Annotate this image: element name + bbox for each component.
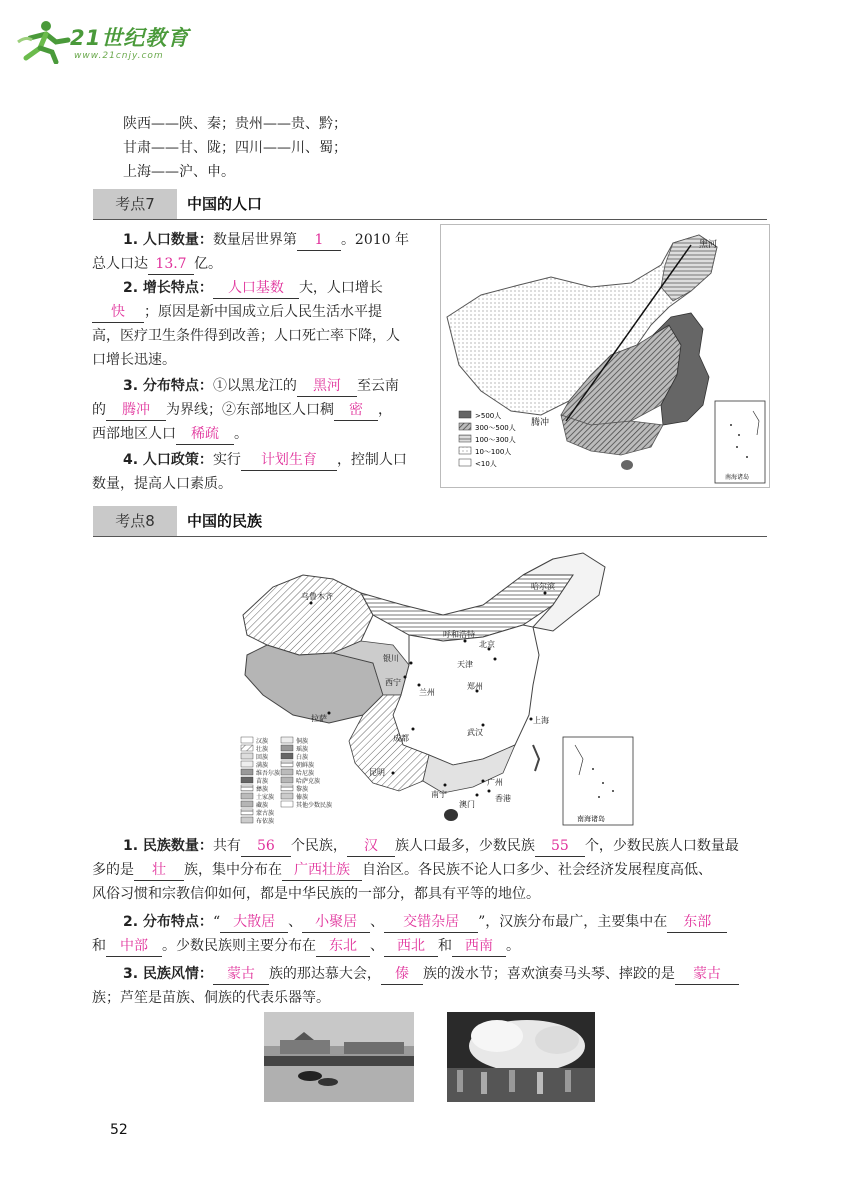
city-label: 昆明 (369, 768, 385, 777)
s7-item3-line1 (123, 374, 399, 398)
city-label: 西宁 (385, 678, 401, 687)
s8-item1-line1 (123, 834, 739, 858)
legend-swatch (241, 761, 253, 767)
text: ；原因是新中国成立后人民生活水平提 (144, 304, 382, 320)
map-label-heihe: 黑河 (699, 240, 718, 250)
text: 自治区。各民族不论人口多少、社会经济发展程度高低、 (362, 862, 712, 878)
answer-blank: 13.7 (148, 254, 194, 275)
s7-item1-line1 (123, 228, 409, 252)
legend-label: 侗族 (296, 738, 309, 745)
answer-blank: 傣 (381, 964, 423, 985)
legend-label: 回族 (256, 754, 269, 761)
legend-label: 黎族 (296, 786, 309, 793)
text: 和 (92, 938, 106, 954)
s8-item3-label: 3. 民族风情： (123, 966, 213, 982)
s7-item1-line2 (92, 252, 222, 276)
s8-item1-label: 1. 民族数量： (123, 838, 213, 854)
text: 总人口达 (92, 256, 148, 272)
s7-item2-line1 (123, 276, 383, 300)
section-7-header (93, 189, 767, 220)
legend-label: 其他少数民族 (296, 802, 333, 809)
legend-label: 满族 (256, 762, 269, 769)
city-label: 哈尔滨 (531, 582, 555, 591)
text: 西部地区人口 (92, 426, 176, 442)
city-label: 拉萨 (311, 714, 327, 723)
province-line-1: 陕西——陕、秦；贵州——贵、黔； (123, 116, 347, 132)
answer-blank: 计划生育 (241, 450, 337, 471)
text: 实行 (212, 452, 241, 468)
legend-swatch (281, 777, 293, 783)
text: 族人口最多，少数民族 (394, 838, 535, 854)
answer-blank: 小聚居 (302, 912, 370, 933)
text: 大，人口增长 (298, 280, 383, 296)
naadam-festival-photo (264, 1012, 414, 1102)
section-8-header (93, 506, 767, 537)
answer-blank: 壮 (134, 860, 184, 881)
legend-label: 10～100人 (475, 448, 512, 456)
section-7-title: 中国的人口 (187, 195, 263, 213)
answer-blank: 1 (297, 230, 341, 251)
inset-label: 南海诸岛 (577, 815, 605, 823)
legend-swatch (241, 769, 253, 775)
section-8-title: 中国的民族 (187, 512, 263, 530)
answer-blank: 55 (535, 836, 585, 857)
answer-blank: 西北 (384, 936, 438, 957)
s7-item1-label: 1. 人口数量： (123, 232, 213, 248)
answer-blank: 东部 (667, 912, 727, 933)
legend-label: 壮族 (256, 746, 269, 753)
text: 共有 (212, 838, 241, 854)
s7-item3-line3 (92, 422, 248, 446)
answer-blank: 东北 (316, 936, 370, 957)
section-7-tag: 考点7 (93, 189, 177, 219)
legend-label: 哈尼族 (296, 770, 315, 777)
legend-swatch (241, 817, 253, 823)
text: 族，集中分布在 (184, 862, 282, 878)
s7-item2-line2 (92, 300, 382, 324)
text: ，控制人口 (336, 452, 407, 468)
water-splashing-festival-photo (447, 1012, 595, 1102)
legend-label: 哈萨克族 (296, 778, 321, 785)
city-label: 兰州 (419, 688, 435, 697)
s7-item2-line4: 口增长迅速。 (92, 352, 176, 368)
text: ， (378, 402, 392, 418)
legend-label: 蒙古族 (256, 810, 275, 817)
text: ①以黑龙江的 (212, 378, 297, 394)
legend-label: <10人 (475, 460, 497, 468)
density-legend (459, 411, 516, 468)
answer-blank: 西南 (452, 936, 506, 957)
answer-blank: 腾冲 (106, 400, 166, 421)
legend-swatch (241, 753, 253, 759)
s8-item2-line1 (123, 910, 727, 934)
s7-item4-line2: 数量，提高人口素质。 (92, 476, 232, 492)
city-label: 郑州 (467, 682, 483, 691)
text: 。 (506, 938, 520, 954)
text: 族的泼水节；喜欢演奏马头琴、摔跤的是 (422, 966, 675, 982)
s8-item3-line1 (123, 962, 739, 986)
city-label: 武汉 (467, 728, 483, 737)
legend-swatch (241, 785, 253, 791)
province-line-3: 上海——沪、申。 (123, 164, 235, 180)
legend-swatch (241, 801, 253, 807)
answer-blank: 广西壮族 (282, 860, 362, 881)
legend-swatch (241, 737, 253, 743)
legend-label: 瑶族 (296, 746, 309, 753)
s8-item3-line2: 族；芦笙是苗族、侗族的代表乐器等。 (92, 990, 330, 1006)
legend-label: 白族 (296, 754, 309, 761)
answer-blank: 稀疏 (176, 424, 234, 445)
legend-label: 汉族 (256, 738, 269, 745)
legend-label: 土家族 (256, 794, 275, 801)
s8-item1-line3: 风俗习惯和宗教信仰如何，都是中华民族的一部分，都具有平等的地位。 (92, 886, 540, 902)
legend-swatch (281, 737, 293, 743)
legend-swatch (241, 809, 253, 815)
text: 。2010 年 (340, 232, 410, 248)
legend-swatch (281, 745, 293, 751)
legend-swatch (241, 793, 253, 799)
s7-item3-line2 (92, 398, 392, 422)
legend-swatch (281, 753, 293, 759)
ethnic-distribution-map (233, 545, 636, 828)
s8-item1-line2 (92, 858, 712, 882)
city-label: 香港 (495, 794, 511, 803)
text: 和 (438, 938, 452, 954)
answer-blank: 交错杂居 (384, 912, 478, 933)
answer-blank: 黑河 (297, 376, 357, 397)
text: 。少数民族则主要分布在 (162, 938, 316, 954)
legend-swatch (281, 769, 293, 775)
city-label: 成都 (393, 734, 409, 743)
city-label: 南宁 (431, 790, 447, 799)
map-label-tengchong: 腾冲 (531, 418, 550, 428)
legend-label: 朝鲜族 (296, 762, 315, 769)
city-label: 北京 (479, 640, 495, 649)
legend-label: 苗族 (256, 778, 269, 785)
logo-url: www.21cnjy.com (74, 51, 164, 61)
legend-label: 300～500人 (475, 424, 516, 432)
logo-text: 21世纪教育 (70, 26, 190, 50)
city-label: 广州 (487, 778, 503, 787)
legend-label: 维吾尔族 (256, 770, 281, 777)
south-china-sea-inset (715, 401, 765, 483)
s7-item4-label: 4. 人口政策： (123, 452, 213, 468)
text: 个，少数民族人口数量最 (584, 838, 739, 854)
legend-swatch (241, 777, 253, 783)
legend-swatch (281, 801, 293, 807)
text: ”，汉族分布最广，主要集中在 (478, 914, 668, 930)
text: 个民族， (290, 838, 347, 854)
s7-item2-label: 2. 增长特点： (123, 280, 213, 296)
answer-blank: 大散居 (220, 912, 288, 933)
s8-item2-label: 2. 分布特点： (123, 914, 213, 930)
legend-swatch (281, 761, 293, 767)
answer-blank: 中部 (106, 936, 162, 957)
text: 、 (370, 938, 384, 954)
answer-blank: 蒙古 (213, 964, 269, 985)
text: 为界线；②东部地区人口稠 (166, 402, 334, 418)
text: 数量居世界第 (212, 232, 297, 248)
city-label: 银川 (383, 654, 399, 663)
answer-blank: 汉 (347, 836, 395, 857)
text: 族的那达慕大会， (268, 966, 381, 982)
inset-label: 南海诸岛 (725, 474, 750, 481)
legend-swatch (281, 785, 293, 791)
legend-label: >500人 (475, 412, 502, 420)
legend-label: 藏族 (256, 802, 269, 809)
legend-label: 100～300人 (475, 436, 516, 444)
south-china-sea-inset-2 (563, 737, 633, 825)
city-label: 澳门 (459, 800, 475, 809)
text: 至云南 (356, 378, 399, 394)
legend-label: 布依族 (256, 818, 275, 825)
legend-label: 傣族 (296, 794, 309, 801)
city-label: 乌鲁木齐 (301, 592, 333, 601)
ethnic-legend (241, 737, 332, 825)
text: “ (212, 914, 221, 930)
runner-logo-icon (16, 18, 76, 64)
legend-swatch (241, 745, 253, 751)
province-line-2: 甘肃——甘、陇；四川——川、蜀； (123, 140, 347, 156)
text: 亿。 (194, 256, 222, 272)
legend-label: 彝族 (256, 786, 269, 793)
answer-blank: 密 (334, 400, 378, 421)
s7-item3-label: 3. 分布特点： (123, 378, 213, 394)
city-label: 上海 (533, 716, 549, 725)
text: 、 (370, 914, 385, 930)
s8-item2-line2 (92, 934, 520, 958)
text: 多的是 (92, 862, 134, 878)
city-label: 呼和浩特 (443, 630, 475, 639)
answer-blank: 快 (92, 302, 144, 323)
answer-blank: 56 (241, 836, 291, 857)
section-8-tag: 考点8 (93, 506, 177, 536)
population-density-map (440, 224, 770, 488)
answer-blank: 人口基数 (213, 278, 299, 299)
s7-item2-line3: 高，医疗卫生条件得到改善；人口死亡率下降，人 (92, 328, 400, 344)
city-label: 天津 (457, 660, 473, 669)
text: 。 (234, 426, 248, 442)
text: 、 (288, 914, 303, 930)
text: 的 (92, 402, 106, 418)
page-number: 52 (110, 1122, 128, 1138)
s7-item4-line1 (123, 448, 407, 472)
legend-swatch (281, 793, 293, 799)
answer-blank: 蒙古 (675, 964, 739, 985)
